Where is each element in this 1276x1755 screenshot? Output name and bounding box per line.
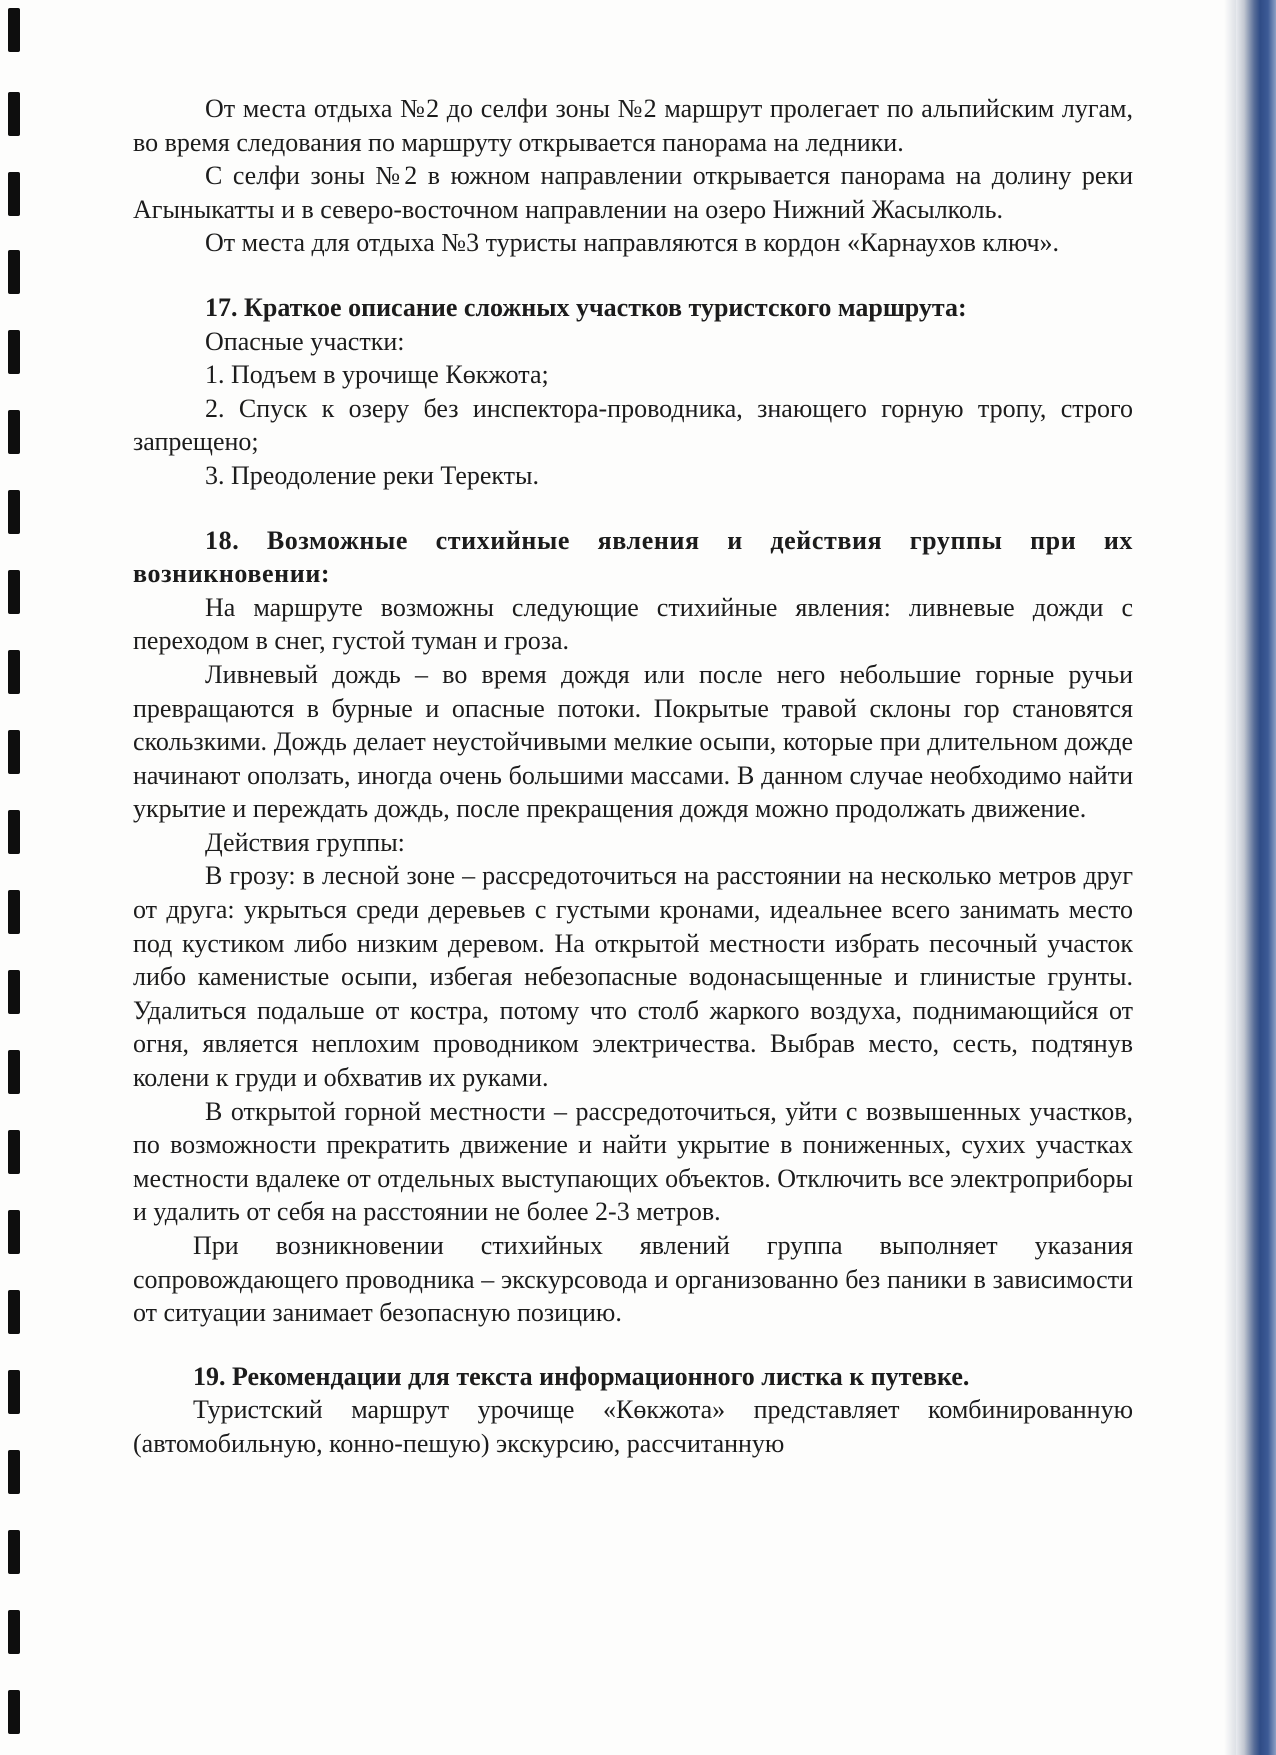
section-19-heading: 19. Рекомендации для текста информационного листка к путевке. (193, 1361, 970, 1391)
paragraph: От места для отдыха №3 туристы направляются в кордон «Карнаухов ключ». (205, 228, 1060, 258)
binding-hole (8, 1130, 20, 1174)
paragraph: В открытой горной местности – рассредоточиться, уйти с возвышенных участков, по возможности прекратить движение и найти укрытие в пониженных, сухих участках местности вдалеке от отдельных выступающих объектов. Отключить все электроприборы и удалить от себя на расстоянии не более 2-3 метров. (133, 1096, 1133, 1227)
spacer (133, 1330, 1133, 1360)
section-17-subheading: Опасные участки: (205, 326, 405, 356)
list-item: 1. Подъем в урочище Көкжота; (205, 360, 549, 390)
binding-hole (8, 810, 20, 854)
document-body (133, 92, 1133, 1461)
binding-hole (8, 8, 20, 52)
paragraph: От места отдыха №2 до селфи зоны №2 маршрут пролегает по альпийским лугам, во время следования по маршруту открывается панорама на ледники. (133, 94, 1133, 157)
paragraph: В грозу: в лесной зоне – рассредоточиться на расстоянии на несколько метров друг от друга: укрыться среди деревьев с густыми кронами, идеальнее всего занимать место под кустиком либо низким деревом. На открытой местности избрать песочный участок либо каменистые осыпи, избегая небезопасные водонасыщенные и глинистые грунты. Удалиться подальше от костра, потому что столб жаркого воздуха, поднимающийся от огня, является неплохим проводником электричества. Выбрав место, сесть, подтянув колени к груди и обхватив их руками. (133, 861, 1133, 1093)
binding-hole (8, 1530, 20, 1574)
paragraph: Ливневый дождь – во время дождя или после него небольшие горные ручьи превращаются в бурные и опасные потоки. Покрытые травой склоны гор становятся скользкими. Дождь делает неустойчивыми мелкие осыпи, которые при длительном дожде начинают оползать, иногда очень большими массами. В данном случае необходимо найти укрытие и переждать дождь, после прекращения дождя можно продолжать движение. (133, 659, 1133, 824)
binding-hole (8, 250, 20, 294)
section-18-heading: 18. Возможные стихийные явления и действия группы при их возникновении: (133, 525, 1133, 589)
spacer (133, 260, 1133, 291)
binding-hole (8, 490, 20, 534)
paragraph: Действия группы: (205, 827, 405, 857)
binding-hole (8, 172, 20, 216)
paragraph: На маршруте возможны следующие стихийные явления: ливневые дожди с переходом в снег, густой туман и гроза. (133, 592, 1133, 656)
binding-hole (8, 650, 20, 694)
binding-hole (8, 1610, 20, 1654)
binding-hole (8, 1050, 20, 1094)
binding-hole (8, 1690, 20, 1734)
binding-hole (8, 410, 20, 454)
paragraph: С селфи зоны №2 в южном направлении открывается панорама на долину реки Агыныкатты и в северо-восточном направлении на озеро Нижний Жасылколь. (133, 161, 1133, 224)
binding-hole (8, 1370, 20, 1414)
binding-hole (8, 330, 20, 374)
paragraph: При возникновении стихийных явлений группа выполняет указания сопровождающего проводника – экскурсовода и организованно без паники в зависимости от ситуации занимает безопасную позицию. (133, 1231, 1133, 1328)
section-17-heading: 17. Краткое описание сложных участков туристского маршрута: (205, 292, 967, 322)
page-edge-shadow (1224, 0, 1236, 1755)
binding-hole (8, 570, 20, 614)
binding-hole (8, 890, 20, 934)
binding-hole (8, 970, 20, 1014)
binding-hole (8, 1450, 20, 1494)
binding-hole (8, 1290, 20, 1334)
list-item: 2. Спуск к озеру без инспектора-проводника, знающего горную тропу, строго запрещено; (133, 393, 1133, 457)
binding-holes (0, 0, 30, 1755)
binding-hole (8, 92, 20, 136)
cover-edge (1236, 0, 1276, 1755)
binding-hole (8, 1210, 20, 1254)
spacer (133, 493, 1133, 524)
paragraph: Туристский маршрут урочище «Көкжота» представляет комбинированную (автомобильную, конно-пешую) экскурсию, рассчитанную (133, 1395, 1133, 1458)
binding-hole (8, 730, 20, 774)
list-item: 3. Преодоление реки Теректы. (205, 460, 540, 490)
